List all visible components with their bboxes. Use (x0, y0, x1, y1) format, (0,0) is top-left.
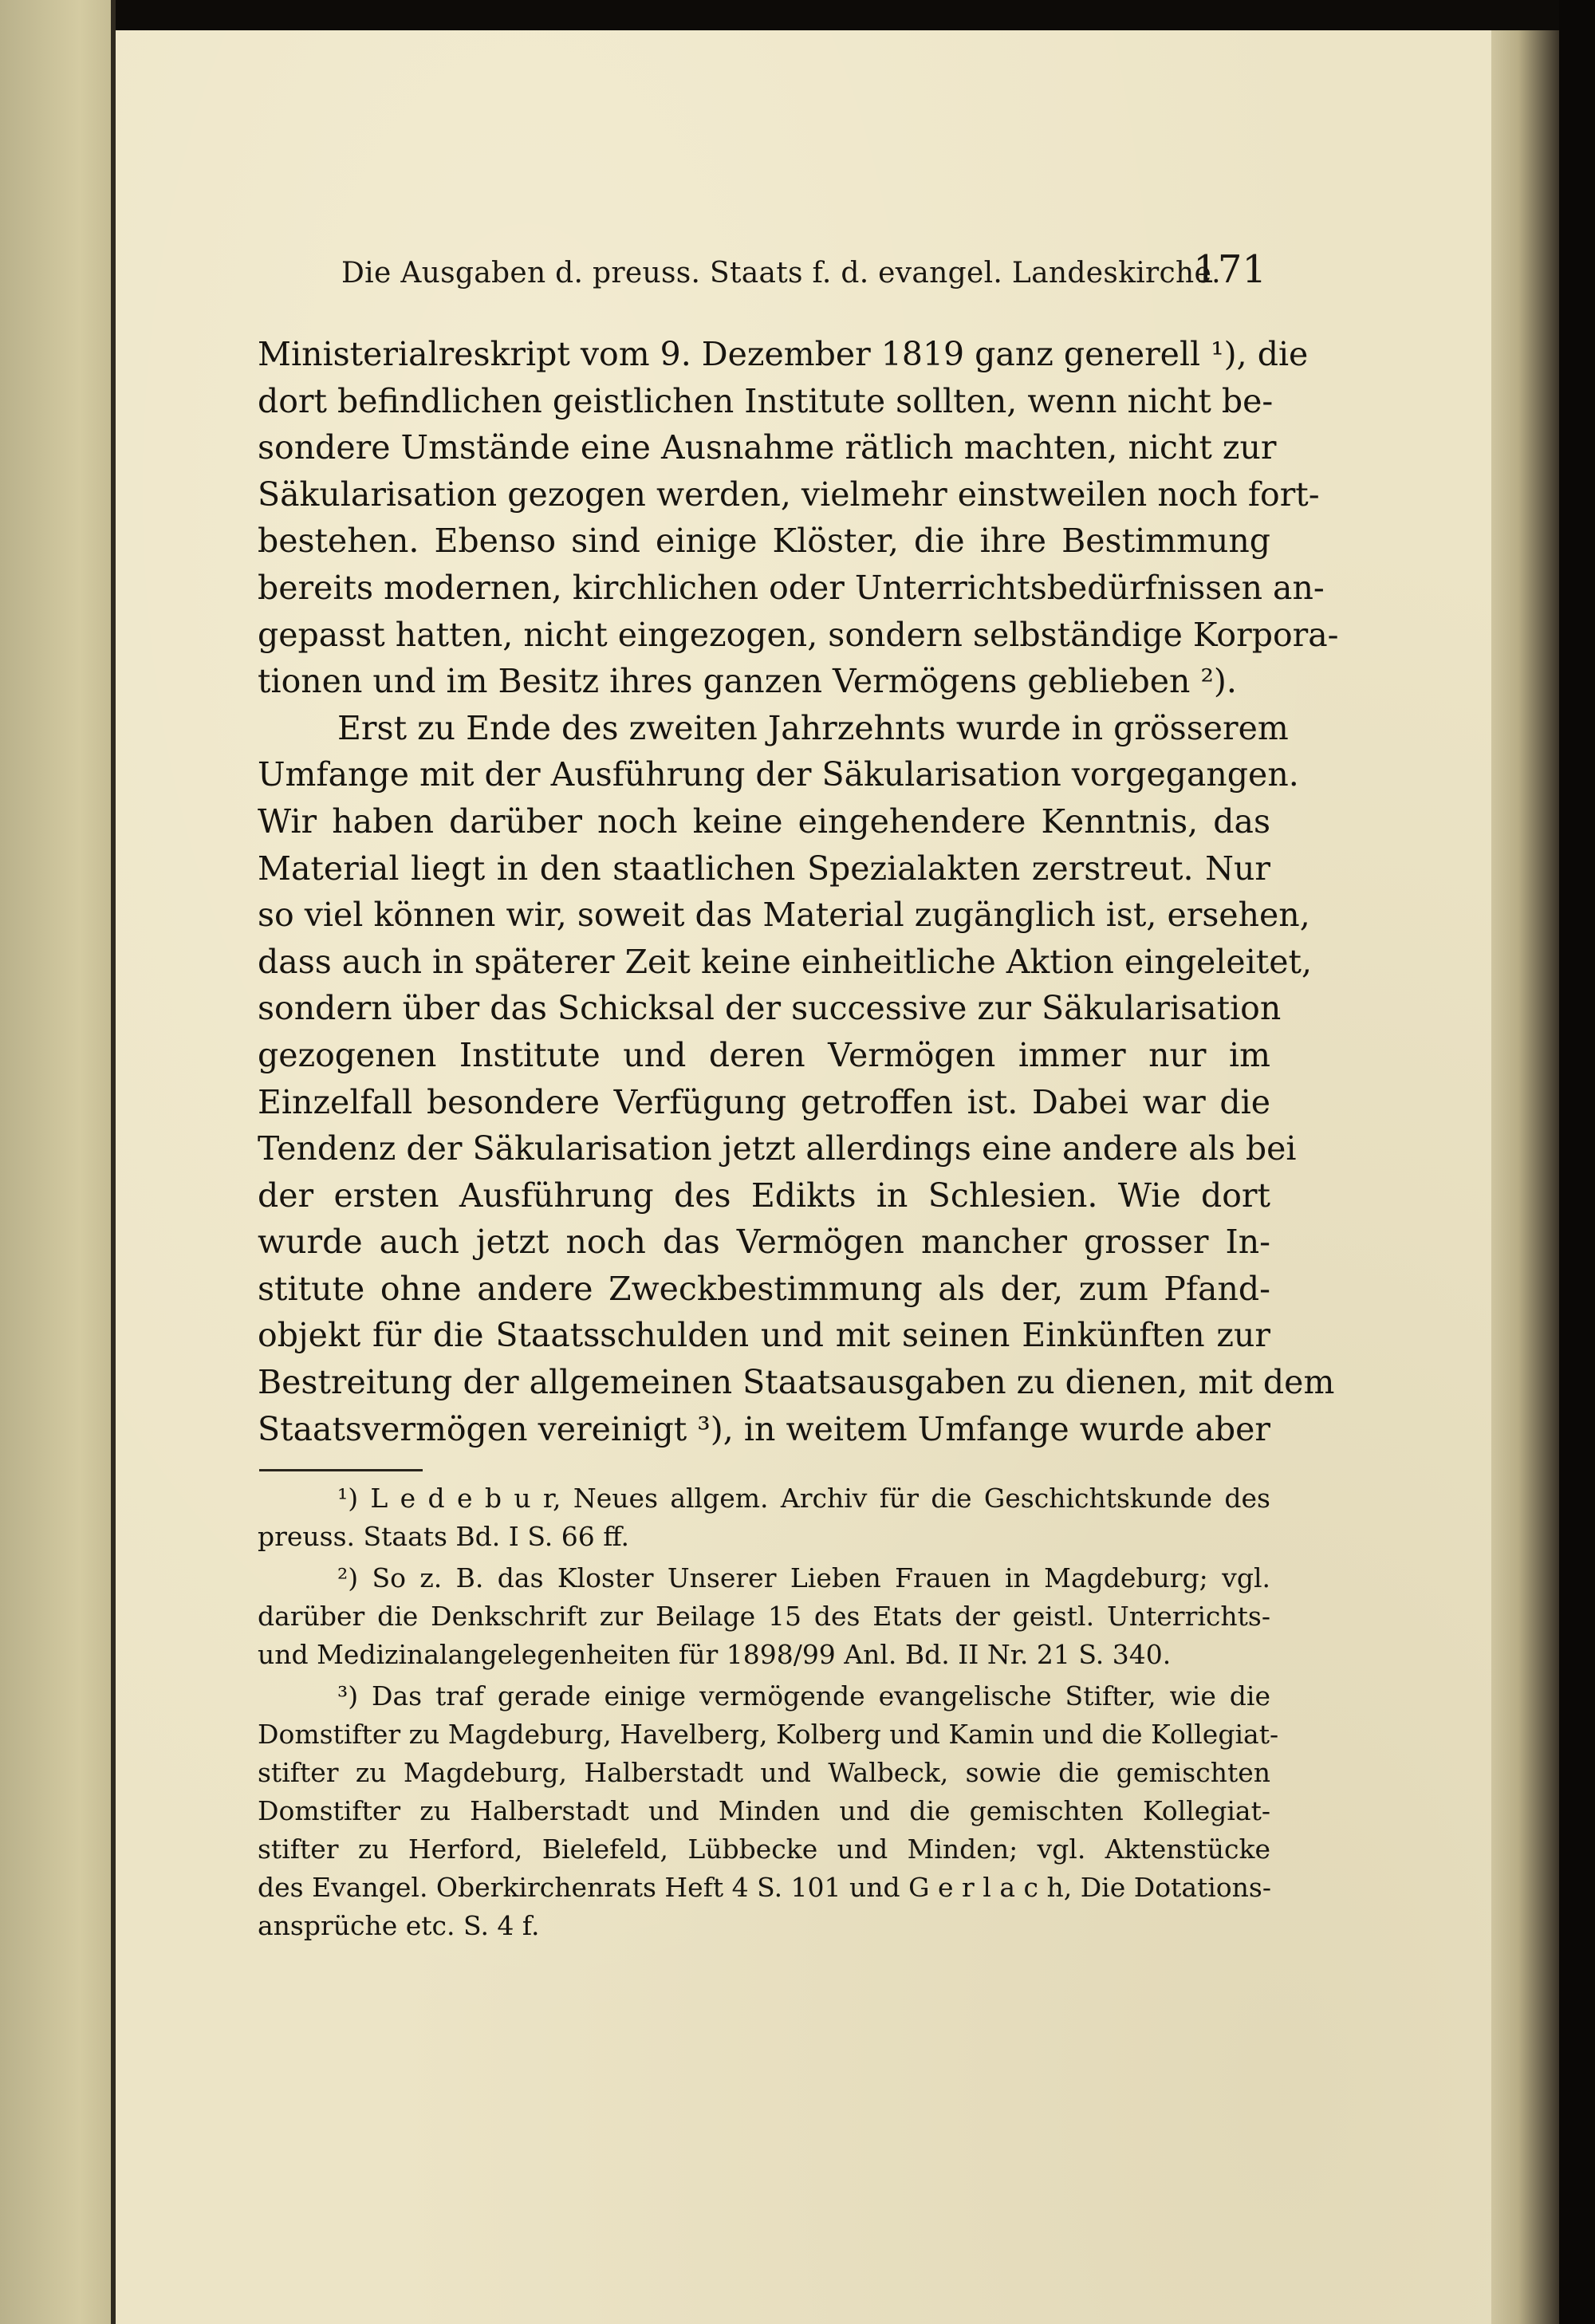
page-stack-edge (1491, 30, 1559, 2324)
page-number: 171 (1193, 247, 1266, 292)
text-line: bereits modernen, kirchlichen oder Unterrichtsbedürfnissen an- (258, 568, 1325, 607)
text-line: bestehen. Ebenso sind einige Klöster, die ihre Bestimmung (258, 522, 1270, 561)
text-line: gepasst hatten, nicht eingezogen, sondern selbständige Korpora- (258, 615, 1339, 654)
text-line: Wir haben darüber noch keine eingehendere Kenntnis, das (258, 802, 1270, 841)
footnote-line: preuss. Staats Bd. I S. 66 ff. (258, 1521, 629, 1552)
text-line: Staatsvermögen vereinigt ³), in weitem Umfange wurde aber (258, 1409, 1270, 1448)
main-text (258, 331, 1339, 1452)
text-line: tionen und im Besitz ihres ganzen Vermögens geblieben ²). (258, 662, 1237, 701)
footnote-line: ²) So z. B. das Kloster Unserer Lieben Frauen in Magdeburg; vgl. (337, 1562, 1270, 1593)
footnote-line: ¹) L e d e b u r, Neues allgem. Archiv für die Geschichtskunde des (337, 1483, 1270, 1514)
text-line: dass auch in späterer Zeit keine einheitliche Aktion eingeleitet, (258, 942, 1312, 981)
footnote-1 (258, 1479, 1270, 1556)
text-line: Tendenz der Säkularisation jetzt allerdings eine andere als bei (258, 1129, 1297, 1168)
text-line: Erst zu Ende des zweiten Jahrzehnts wurde in grösserem (337, 708, 1289, 747)
footnote-line: ansprüche etc. S. 4 f. (258, 1910, 540, 1941)
footnote-line: stifter zu Magdeburg, Halberstadt und Walbeck, sowie die gemischten (258, 1757, 1270, 1788)
text-line: sondere Umstände eine Ausnahme rätlich machten, nicht zur (258, 428, 1277, 467)
text-line: der ersten Ausführung des Edikts in Schlesien. Wie dort (258, 1176, 1270, 1215)
text-line: stitute ohne andere Zweckbestimmung als der, zum Pfand- (258, 1269, 1270, 1308)
text-line: Umfange mit der Ausführung der Säkularisation vorgegangen. (258, 755, 1299, 794)
text-line: so viel können wir, soweit das Material zugänglich ist, ersehen, (258, 896, 1310, 935)
text-line: Material liegt in den staatlichen Spezialakten zerstreut. Nur (258, 849, 1270, 888)
text-line: Ministerialreskript vom 9. Dezember 1819 ganz generell ¹), die (258, 335, 1309, 373)
footnotes (258, 1479, 1279, 1945)
footnote-line: des Evangel. Oberkirchenrats Heft 4 S. 101 und G e r l a c h, Die Dotations- (258, 1872, 1272, 1903)
footnote-separator (259, 1469, 423, 1471)
footnote-line: ³) Das traf gerade einige vermögende evangelische Stifter, wie die (337, 1680, 1270, 1711)
text-line: wurde auch jetzt noch das Vermögen mancher grosser In- (258, 1223, 1270, 1262)
text-line: Bestreitung der allgemeinen Staatsausgaben zu dienen, mit dem (258, 1363, 1335, 1402)
running-header (341, 247, 1266, 295)
previous-page-edge (0, 0, 114, 2324)
footnote-2 (258, 1559, 1270, 1674)
footnote-3 (258, 1677, 1279, 1945)
footnote-line: und Medizinalangelegenheiten für 1898/99 Anl. Bd. II Nr. 21 S. 340. (258, 1639, 1172, 1670)
text-line: dort befindlichen geistlichen Institute sollten, wenn nicht be- (258, 381, 1274, 420)
footnote-line: Domstifter zu Halberstadt und Minden und die gemischten Kollegiat- (258, 1795, 1270, 1826)
footnote-line: stifter zu Herford, Bielefeld, Lübbecke und Minden; vgl. Aktenstücke (258, 1834, 1270, 1865)
footnote-line: darüber die Denkschrift zur Beilage 15 des Etats der geistl. Unterrichts- (258, 1601, 1270, 1632)
text-line: objekt für die Staatsschulden und mit seinen Einkünften zur (258, 1316, 1270, 1355)
text-line: Säkularisation gezogen werden, vielmehr einstweilen noch fort- (258, 475, 1320, 514)
running-title: Die Ausgaben d. preuss. Staats f. d. evangel. Landeskirche. (341, 257, 1221, 290)
text-line: gezogenen Institute und deren Vermögen immer nur im (258, 1035, 1270, 1074)
text-line: sondern über das Schicksal der successive zur Säkularisation (258, 989, 1282, 1028)
footnote-line: Domstifter zu Magdeburg, Havelberg, Kolberg und Kamin und die Kollegiat- (258, 1719, 1279, 1750)
text-line: Einzelfall besondere Verfügung getroffen ist. Dabei war die (258, 1082, 1270, 1121)
scan-background (1559, 0, 1595, 2324)
